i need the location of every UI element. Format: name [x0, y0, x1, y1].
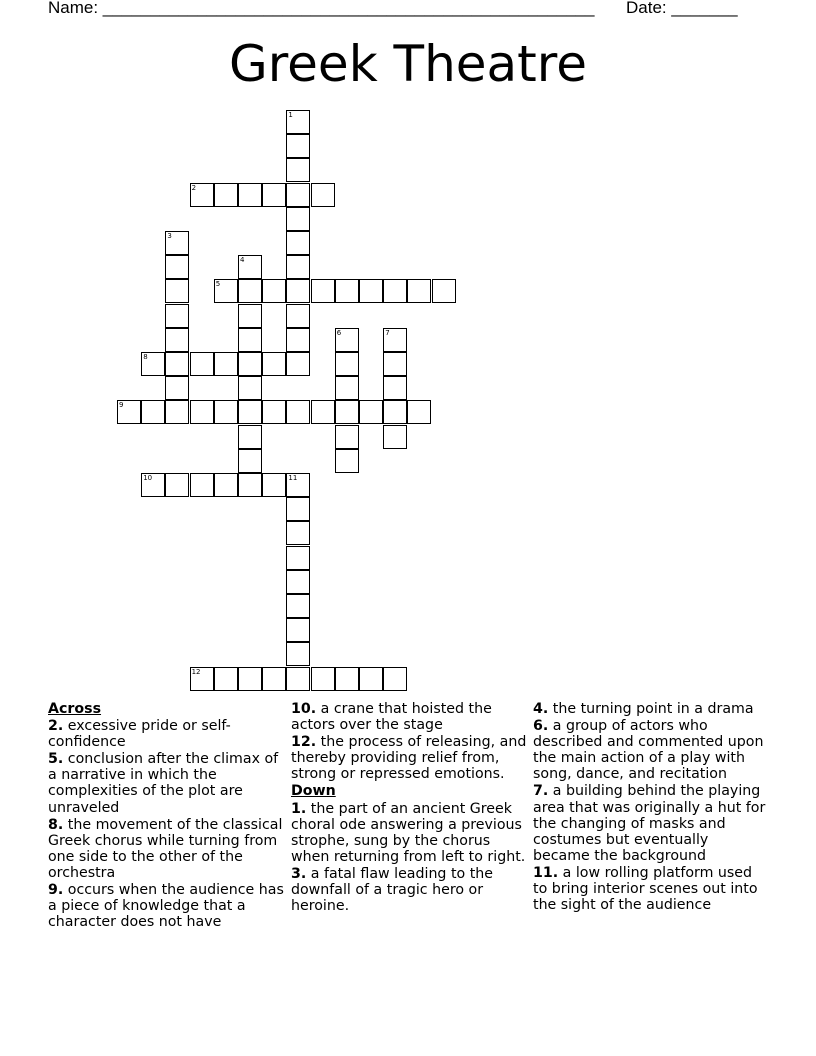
grid-cell[interactable] — [286, 134, 310, 158]
clue-down-11 — [533, 865, 769, 913]
grid-cell[interactable] — [214, 352, 238, 376]
grid-cell[interactable] — [286, 304, 310, 328]
grid-cell[interactable] — [238, 304, 262, 328]
grid-cell[interactable] — [383, 352, 407, 376]
clue-number: 3. — [291, 865, 307, 882]
grid-cell[interactable] — [286, 255, 310, 279]
grid-cell[interactable] — [311, 400, 335, 424]
grid-cell[interactable] — [117, 400, 141, 424]
grid-cell[interactable] — [165, 231, 189, 255]
cell-number: 11 — [288, 474, 298, 482]
grid-cell[interactable] — [335, 400, 359, 424]
clue-down-4 — [533, 701, 769, 717]
clue-text: a fatal flaw leading to the downfall of a tragic hero or heroine. — [291, 865, 493, 915]
clue-across-9 — [48, 882, 284, 930]
cell-number: 8 — [143, 353, 148, 361]
grid-cell[interactable] — [286, 207, 310, 231]
clue-text: the turning point in a drama — [552, 701, 754, 717]
grid-cell[interactable] — [383, 425, 407, 449]
grid-cell[interactable] — [286, 110, 310, 134]
grid-cell[interactable] — [238, 473, 262, 497]
grid-cell[interactable] — [286, 231, 310, 255]
clue-column-2 — [291, 700, 527, 914]
grid-cell[interactable] — [383, 667, 407, 691]
grid-cell[interactable] — [190, 183, 214, 207]
cell-number: 9 — [119, 401, 124, 410]
clue-number: 8. — [48, 816, 64, 833]
grid-cell[interactable] — [286, 279, 310, 303]
grid-cell[interactable] — [407, 279, 431, 303]
clue-text: occurs when the audience has a piece of knowledge that a character does not have — [48, 882, 284, 931]
cell-number: 3 — [167, 232, 172, 240]
grid-cell[interactable] — [262, 279, 286, 303]
cell-number: 6 — [336, 328, 342, 337]
cell-number: 7 — [385, 328, 390, 337]
clue-text: conclusion after the climax of a narrative in which the complexities of the plot are unraveled — [48, 751, 279, 816]
grid-cell[interactable] — [238, 352, 262, 376]
clue-across-8 — [48, 817, 284, 881]
grid-cell[interactable] — [335, 376, 359, 400]
clue-number: 9. — [48, 882, 64, 899]
grid-cell[interactable] — [165, 255, 189, 279]
grid-cell[interactable] — [286, 158, 310, 182]
clue-number: 10. — [291, 701, 317, 717]
grid-cell[interactable] — [335, 425, 359, 449]
clue-text: a low rolling platform used to bring interior scenes out into the sight of the audience — [533, 864, 758, 914]
grid-cell[interactable] — [165, 279, 189, 303]
clue-text: excessive pride or self-confidence — [48, 718, 231, 751]
date-field[interactable]: Date: _______ — [626, 0, 738, 17]
grid-cell[interactable] — [262, 400, 286, 424]
grid-cell[interactable] — [262, 667, 286, 691]
clue-text: a building behind the playing area that was originally a hut for the changing of masks and costumes but eventually became the background — [533, 783, 766, 864]
clue-down-3 — [291, 866, 527, 914]
grid-cell[interactable] — [262, 183, 286, 207]
grid-cell[interactable] — [286, 642, 310, 666]
grid-cell[interactable] — [359, 400, 383, 424]
grid-cell[interactable] — [238, 400, 262, 424]
grid-cell[interactable] — [214, 667, 238, 691]
clue-text: the process of releasing, and thereby providing relief from, strong or repressed emotions. — [291, 734, 527, 783]
grid-cell[interactable] — [359, 279, 383, 303]
clue-column-3 — [533, 700, 769, 913]
clue-number: 5. — [48, 751, 64, 768]
grid-cell[interactable] — [214, 279, 238, 303]
clue-number: 1. — [291, 800, 307, 817]
grid-cell[interactable] — [335, 449, 359, 473]
clue-number: 12. — [291, 734, 317, 751]
clue-across-10 — [291, 701, 527, 733]
grid-cell[interactable] — [286, 328, 310, 352]
grid-cell[interactable] — [286, 594, 310, 618]
grid-cell[interactable] — [190, 352, 214, 376]
clue-number: 6. — [533, 718, 549, 735]
cell-number: 4 — [240, 256, 245, 265]
clue-column-1 — [48, 700, 284, 930]
grid-cell[interactable] — [383, 279, 407, 303]
grid-cell[interactable] — [262, 473, 286, 497]
across-heading: Across — [48, 701, 102, 717]
puzzle-title: Greek Theatre — [228, 35, 588, 93]
grid-cell[interactable] — [238, 183, 262, 207]
grid-cell[interactable] — [165, 400, 189, 424]
grid-cell[interactable] — [165, 328, 189, 352]
cell-number: 10 — [143, 474, 153, 482]
grid-cell[interactable] — [238, 279, 262, 303]
down-heading: Down — [291, 783, 336, 800]
grid-cell[interactable] — [214, 400, 238, 424]
grid-cell[interactable] — [383, 328, 407, 352]
grid-cell[interactable] — [335, 667, 359, 691]
grid-cell[interactable] — [165, 304, 189, 328]
grid-cell[interactable] — [407, 400, 431, 424]
clue-text: the movement of the classical Greek chorus while turning from one side to the other of the orchestra — [48, 816, 283, 881]
grid-cell[interactable] — [262, 352, 286, 376]
clue-down-7 — [533, 783, 769, 863]
grid-cell[interactable] — [238, 667, 262, 691]
grid-cell[interactable] — [335, 279, 359, 303]
clue-number: 11. — [533, 864, 559, 881]
grid-cell[interactable] — [286, 400, 310, 424]
grid-cell[interactable] — [383, 376, 407, 400]
grid-cell[interactable] — [190, 667, 214, 691]
grid-cell[interactable] — [165, 376, 189, 400]
grid-cell[interactable] — [359, 667, 383, 691]
grid-cell[interactable] — [311, 183, 335, 207]
grid-cell[interactable] — [141, 352, 165, 376]
grid-cell[interactable] — [286, 570, 310, 594]
name-field[interactable]: Name: ____________________________________________________ — [48, 0, 595, 17]
clue-down-1 — [291, 801, 527, 865]
grid-cell[interactable] — [190, 473, 214, 497]
clue-number: 4. — [533, 701, 549, 717]
clue-across-12 — [291, 734, 527, 782]
grid-cell[interactable] — [190, 400, 214, 424]
grid-cell[interactable] — [383, 400, 407, 424]
grid-cell[interactable] — [238, 328, 262, 352]
clue-across-5 — [48, 751, 284, 815]
grid-cell[interactable] — [141, 400, 165, 424]
grid-cell[interactable] — [214, 183, 238, 207]
grid-cell[interactable] — [286, 667, 310, 691]
grid-cell[interactable] — [286, 497, 310, 521]
grid-cell[interactable] — [335, 328, 359, 352]
clue-number: 2. — [48, 718, 64, 735]
cell-number: 2 — [191, 183, 197, 192]
cell-number: 5 — [215, 280, 221, 289]
clue-text: a crane that hoisted the actors over the stage — [291, 701, 492, 734]
clue-text: the part of an ancient Greek choral ode answering a previous strophe, sung by the chorus when returning from left to right. — [291, 800, 526, 865]
grid-cell[interactable] — [238, 255, 262, 279]
clue-number: 7. — [533, 783, 549, 800]
grid-cell[interactable] — [286, 473, 310, 497]
cell-number: 1 — [288, 111, 293, 119]
grid-cell[interactable] — [238, 425, 262, 449]
grid-cell[interactable] — [165, 473, 189, 497]
grid-cell[interactable] — [238, 449, 262, 473]
clue-text: a group of actors who described and commented upon the main action of a play with song, dance, and recitation — [533, 718, 764, 783]
grid-cell[interactable] — [286, 352, 310, 376]
grid-cell[interactable] — [432, 279, 456, 303]
cell-number: 12 — [191, 667, 201, 676]
grid-cell[interactable] — [214, 473, 238, 497]
grid-cell[interactable] — [311, 279, 335, 303]
grid-cell[interactable] — [238, 376, 262, 400]
grid-cell[interactable] — [286, 521, 310, 545]
clue-down-6 — [533, 718, 769, 782]
grid-cell[interactable] — [286, 618, 310, 642]
grid-cell[interactable] — [165, 352, 189, 376]
grid-cell[interactable] — [286, 546, 310, 570]
grid-cell[interactable] — [141, 473, 165, 497]
grid-cell[interactable] — [286, 183, 310, 207]
clue-across-2 — [48, 718, 284, 750]
grid-cell[interactable] — [335, 352, 359, 376]
grid-cell[interactable] — [311, 667, 335, 691]
